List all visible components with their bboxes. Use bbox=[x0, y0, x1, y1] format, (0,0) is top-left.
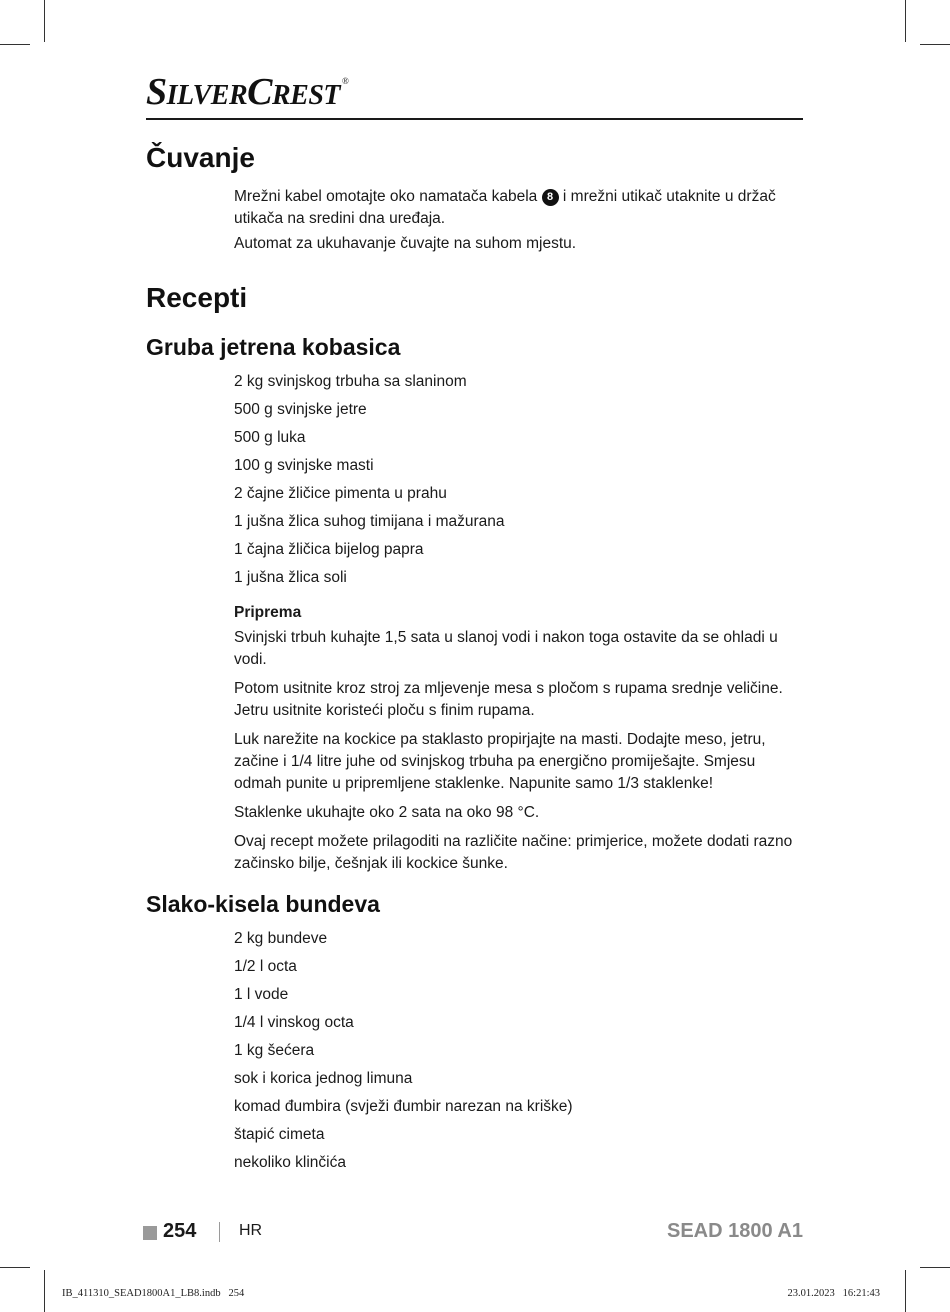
crop-mark bbox=[0, 1267, 30, 1268]
storage-heading: Čuvanje bbox=[146, 142, 255, 173]
ingredient-item: 1 čajna žličica bijelog papra bbox=[234, 541, 424, 558]
crop-mark bbox=[0, 44, 30, 45]
ingredient-item: nekoliko klinčića bbox=[234, 1154, 346, 1171]
crop-mark bbox=[920, 1267, 950, 1268]
ingredient-item: 500 g luka bbox=[234, 429, 306, 446]
print-slug-file: IB_411310_SEAD1800A1_LB8.indb 254 bbox=[62, 1288, 245, 1299]
footer-divider bbox=[219, 1222, 220, 1242]
recipes-heading: Recepti bbox=[146, 282, 248, 313]
ingredient-item: komad đumbira (svježi đumbir narezan na kriške) bbox=[234, 1098, 573, 1115]
crop-mark bbox=[44, 1270, 45, 1312]
silvercrest-logo: SILVERCREST ® bbox=[146, 71, 349, 113]
storage-paragraph: Automat za ukuhavanje čuvajte na suhom mjestu. bbox=[234, 235, 577, 252]
registered-mark: ® bbox=[342, 76, 349, 86]
model-number: SEAD 1800 A1 bbox=[667, 1220, 803, 1242]
page-number: 254 bbox=[163, 1220, 197, 1242]
page-footer bbox=[143, 1220, 803, 1246]
page-marker-square bbox=[143, 1226, 157, 1240]
preparation-step: Potom usitnite kroz stroj za mljevenje mesa s pločom s rupama srednje veličine. Jetru usitnite koristeći ploču s finim rupama. bbox=[234, 680, 783, 719]
crop-mark bbox=[905, 0, 906, 42]
ingredient-item: 500 g svinjske jetre bbox=[234, 401, 367, 418]
preparation-step: Luk narežite na kockice pa staklasto propirjajte na masti. Dodajte meso, jetru, začine i 1/4 litre juhe od svinjskog trbuha pa energično promiješajte. Smjesu odmah punite u pripremljene staklenke. Napunite samo 1/3 staklenke! bbox=[234, 731, 766, 792]
crop-mark bbox=[44, 0, 45, 42]
preparation-step: Ovaj recept možete prilagoditi na različite načine: primjerice, možete dodati razno začinsko bilje, češnjak ili kockice šunke. bbox=[234, 833, 793, 872]
preparation-step: Svinjski trbuh kuhajte 1,5 sata u slanoj vodi i nakon toga ostavite da se ohladi u vodi. bbox=[234, 629, 778, 668]
ingredient-list bbox=[234, 368, 505, 592]
print-slug-timestamp: 23.01.2023 16:21:43 bbox=[787, 1288, 880, 1299]
ingredient-item: 2 kg svinjskog trbuha sa slaninom bbox=[234, 373, 467, 390]
recipe-title: Slako-kisela bundeva bbox=[146, 891, 380, 917]
preparation-heading: Priprema bbox=[234, 604, 302, 621]
recipe-title: Gruba jetrena kobasica bbox=[146, 334, 401, 360]
ingredient-item: 1/4 l vinskog octa bbox=[234, 1014, 354, 1031]
ingredient-item: 2 čajne žličice pimenta u prahu bbox=[234, 485, 447, 502]
crop-mark bbox=[905, 1270, 906, 1312]
ingredient-item: štapić cimeta bbox=[234, 1126, 325, 1143]
storage-paragraph: Mrežni kabel omotajte oko namatača kabela 8 i mrežni utikač utaknite u držač utikača na sredini dna uređaja. bbox=[234, 188, 776, 227]
ingredient-item: 1 l vode bbox=[234, 986, 289, 1003]
header-rule bbox=[146, 118, 803, 120]
part-number-badge: 8 bbox=[542, 189, 559, 206]
ingredient-item: 1 jušna žlica soli bbox=[234, 569, 347, 586]
ingredient-item: 100 g svinjske masti bbox=[234, 457, 374, 474]
ingredient-item: sok i korica jednog limuna bbox=[234, 1070, 413, 1087]
ingredient-item: 2 kg bundeve bbox=[234, 930, 328, 947]
preparation-block bbox=[234, 602, 804, 882]
language-code: HR bbox=[239, 1222, 263, 1239]
ingredient-list bbox=[234, 925, 573, 1177]
ingredient-item: 1/2 l octa bbox=[234, 958, 297, 975]
crop-mark bbox=[920, 44, 950, 45]
ingredient-item: 1 jušna žlica suhog timijana i mažurana bbox=[234, 513, 505, 530]
ingredient-item: 1 kg šećera bbox=[234, 1042, 315, 1059]
storage-text bbox=[234, 186, 804, 262]
preparation-step: Staklenke ukuhajte oko 2 sata na oko 98 °C. bbox=[234, 804, 540, 821]
